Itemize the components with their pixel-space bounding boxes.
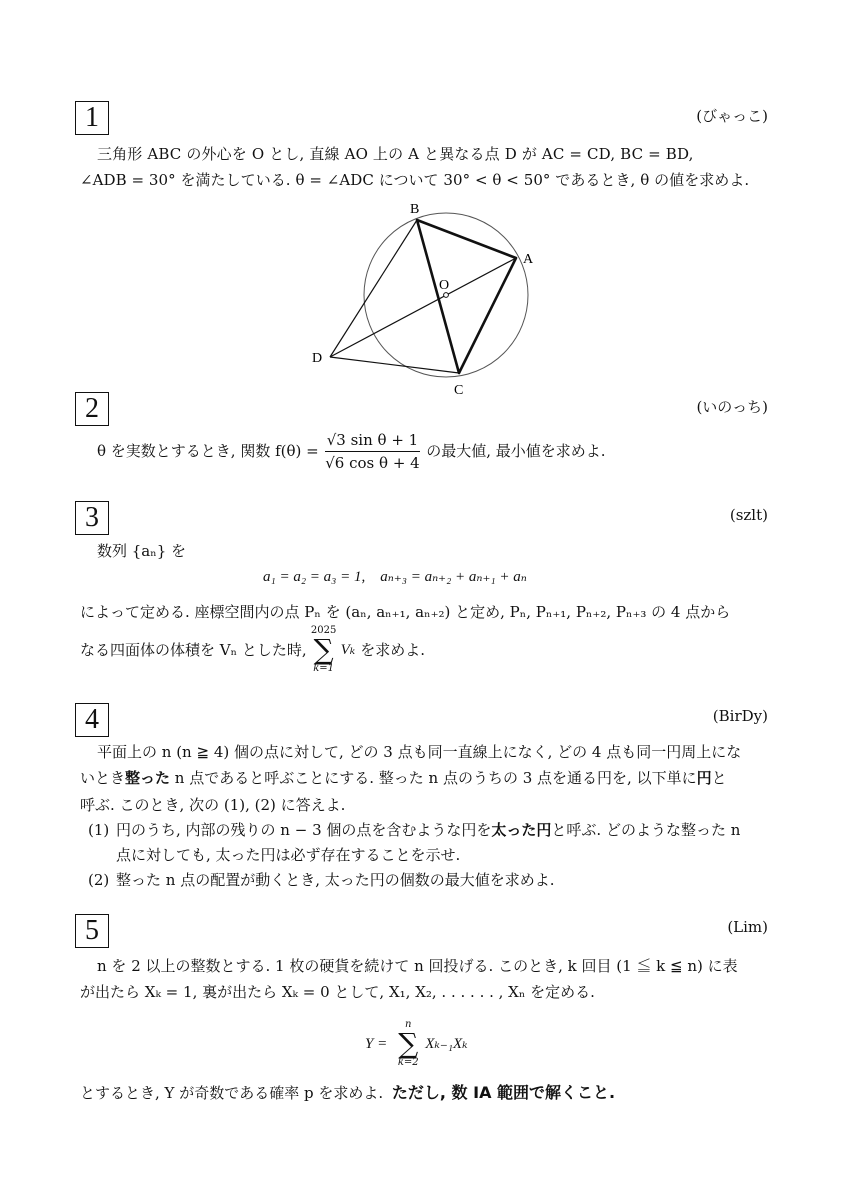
problem-1-figure <box>300 195 560 400</box>
problem-4-q2-text: 整った n 点の配置が動くとき, 太った円の個数の最大値を求めよ. <box>116 871 555 889</box>
problem-1-line-1: 三角形 ABC の外心を O とし, 直線 AO 上の A と異なる点 D が AC = CD, BC = BD, <box>97 145 694 163</box>
problem-5-author: (Lim) <box>727 918 768 936</box>
problem-4-q1-line-1 <box>116 820 740 840</box>
problem-5-number: 5 <box>75 914 109 948</box>
sum-upper-limit: n <box>404 1019 412 1030</box>
problem-4-line-2-a: いとき <box>80 769 126 787</box>
term-totonotta: 整った <box>125 769 171 787</box>
problem-5-line-1: n を 2 以上の整数とする. 1 枚の硬貨を続けて n 回投げる. このとき, k 回目 (1 ≦ k ≦ n) に表 <box>97 957 738 975</box>
problem-4-line-2-c: n 点であると呼ぶことにする. 整った n 点のうちの 3 点を通る円を, 以下単に <box>170 769 697 787</box>
problem-5-line-2: が出たら Xₖ = 1, 裏が出たら Xₖ = 0 として, X₁, X₂, . . . . . . , Xₙ を定める. <box>80 983 595 1001</box>
point-O <box>444 293 449 298</box>
label-C: C <box>454 383 464 398</box>
problem-4-q1-label: (1) <box>88 821 110 839</box>
problem-3-number: 3 <box>75 501 109 535</box>
label-O: O <box>439 278 450 293</box>
segment-DB <box>330 220 417 357</box>
problem-3-author: (szlt) <box>729 506 768 524</box>
problem-5-line-4-text: とするとき, Y が奇数である確率 p を求めよ. <box>80 1084 384 1102</box>
problem-4-author: (BirDy) <box>712 707 768 725</box>
sigma-icon: ∑ <box>398 1027 419 1060</box>
problem-5-note: ただし, 数 IA 範囲で解くこと. <box>391 1083 616 1102</box>
label-B: B <box>410 202 420 217</box>
sum-lower-limit: k=2 <box>397 1057 419 1068</box>
problem-3-equation: a₁ = a₂ = a₃ = 1, aₙ₊₃ = aₙ₊₂ + aₙ₊₁ + aₙ <box>263 569 527 585</box>
problem-4-q1-a: 円のうち, 内部の残りの n − 3 個の点を含むような円を <box>116 821 492 839</box>
sum-lower-limit: k=1 <box>313 663 335 674</box>
problem-4-line-2 <box>80 768 727 788</box>
equation-lhs: Y = <box>365 1036 388 1052</box>
problem-2-fraction <box>325 430 420 473</box>
term-en: 円 <box>696 769 712 787</box>
problem-1-line-2: ∠ADB = 30° を満たしている. θ = ∠ADC について 30° < θ < 50° であるとき, θ の値を求めよ. <box>80 171 750 189</box>
problem-2-statement <box>97 428 606 474</box>
problem-4-line-2-e: と <box>711 769 727 787</box>
problem-2-text-pre: θ を実数とするとき, 関数 f(θ) = <box>97 442 319 460</box>
sum-term: Vₖ <box>340 642 356 658</box>
summation-symbol <box>394 1019 422 1069</box>
fraction-denominator: √6 cos θ + 4 <box>325 453 420 472</box>
summation-symbol <box>310 625 338 675</box>
problem-4-line-3: 呼ぶ. このとき, 次の (1), (2) に答えよ. <box>80 796 346 814</box>
sigma-icon: ∑ <box>313 633 334 666</box>
problem-3-line-1: 数列 {aₙ} を <box>97 542 187 560</box>
sum-term: Xₖ₋₁Xₖ <box>425 1036 468 1052</box>
problem-2-text-post: の最大値, 最小値を求めよ. <box>426 442 606 460</box>
problem-3-line-4-pre: なる四面体の体積を Vₙ とした時, <box>80 641 307 659</box>
segment-DA <box>330 258 516 357</box>
fraction-numerator: √3 sin θ + 1 <box>325 430 420 452</box>
problem-1-author: (びゃっこ) <box>696 107 768 125</box>
problem-5-equation <box>365 1012 468 1076</box>
problem-5-line-4 <box>80 1083 615 1103</box>
problem-3-line-4-post: を求めよ. <box>360 641 426 659</box>
problem-4-number: 4 <box>75 703 109 737</box>
problem-1-number: 1 <box>75 101 109 135</box>
problem-2-author: (いのっち) <box>696 398 768 416</box>
problem-4-line-1: 平面上の n (n ≧ 4) 個の点に対して, どの 3 点も同一直線上になく, どの 4 点も同一円周上にな <box>97 743 742 761</box>
triangle-ABC <box>417 220 516 373</box>
problem-3-line-3: によって定める. 座標空間内の点 Pₙ を (aₙ, aₙ₊₁, aₙ₊₂) と定め, Pₙ, Pₙ₊₁, Pₙ₊₂, Pₙ₊₃ の 4 点から <box>80 603 731 621</box>
term-futotta-en: 太った円 <box>491 821 552 839</box>
problem-3-line-4 <box>80 622 425 678</box>
sum-upper-limit: 2025 <box>310 625 337 636</box>
label-A: A <box>523 252 534 267</box>
problem-4-q2-label: (2) <box>88 871 110 889</box>
label-D: D <box>312 351 323 366</box>
problem-4-q1-c: と呼ぶ. どのような整った n <box>551 821 741 839</box>
problem-2-number: 2 <box>75 392 109 426</box>
problem-4-q1-line-2: 点に対しても, 太った円は必ず存在することを示せ. <box>116 846 461 864</box>
